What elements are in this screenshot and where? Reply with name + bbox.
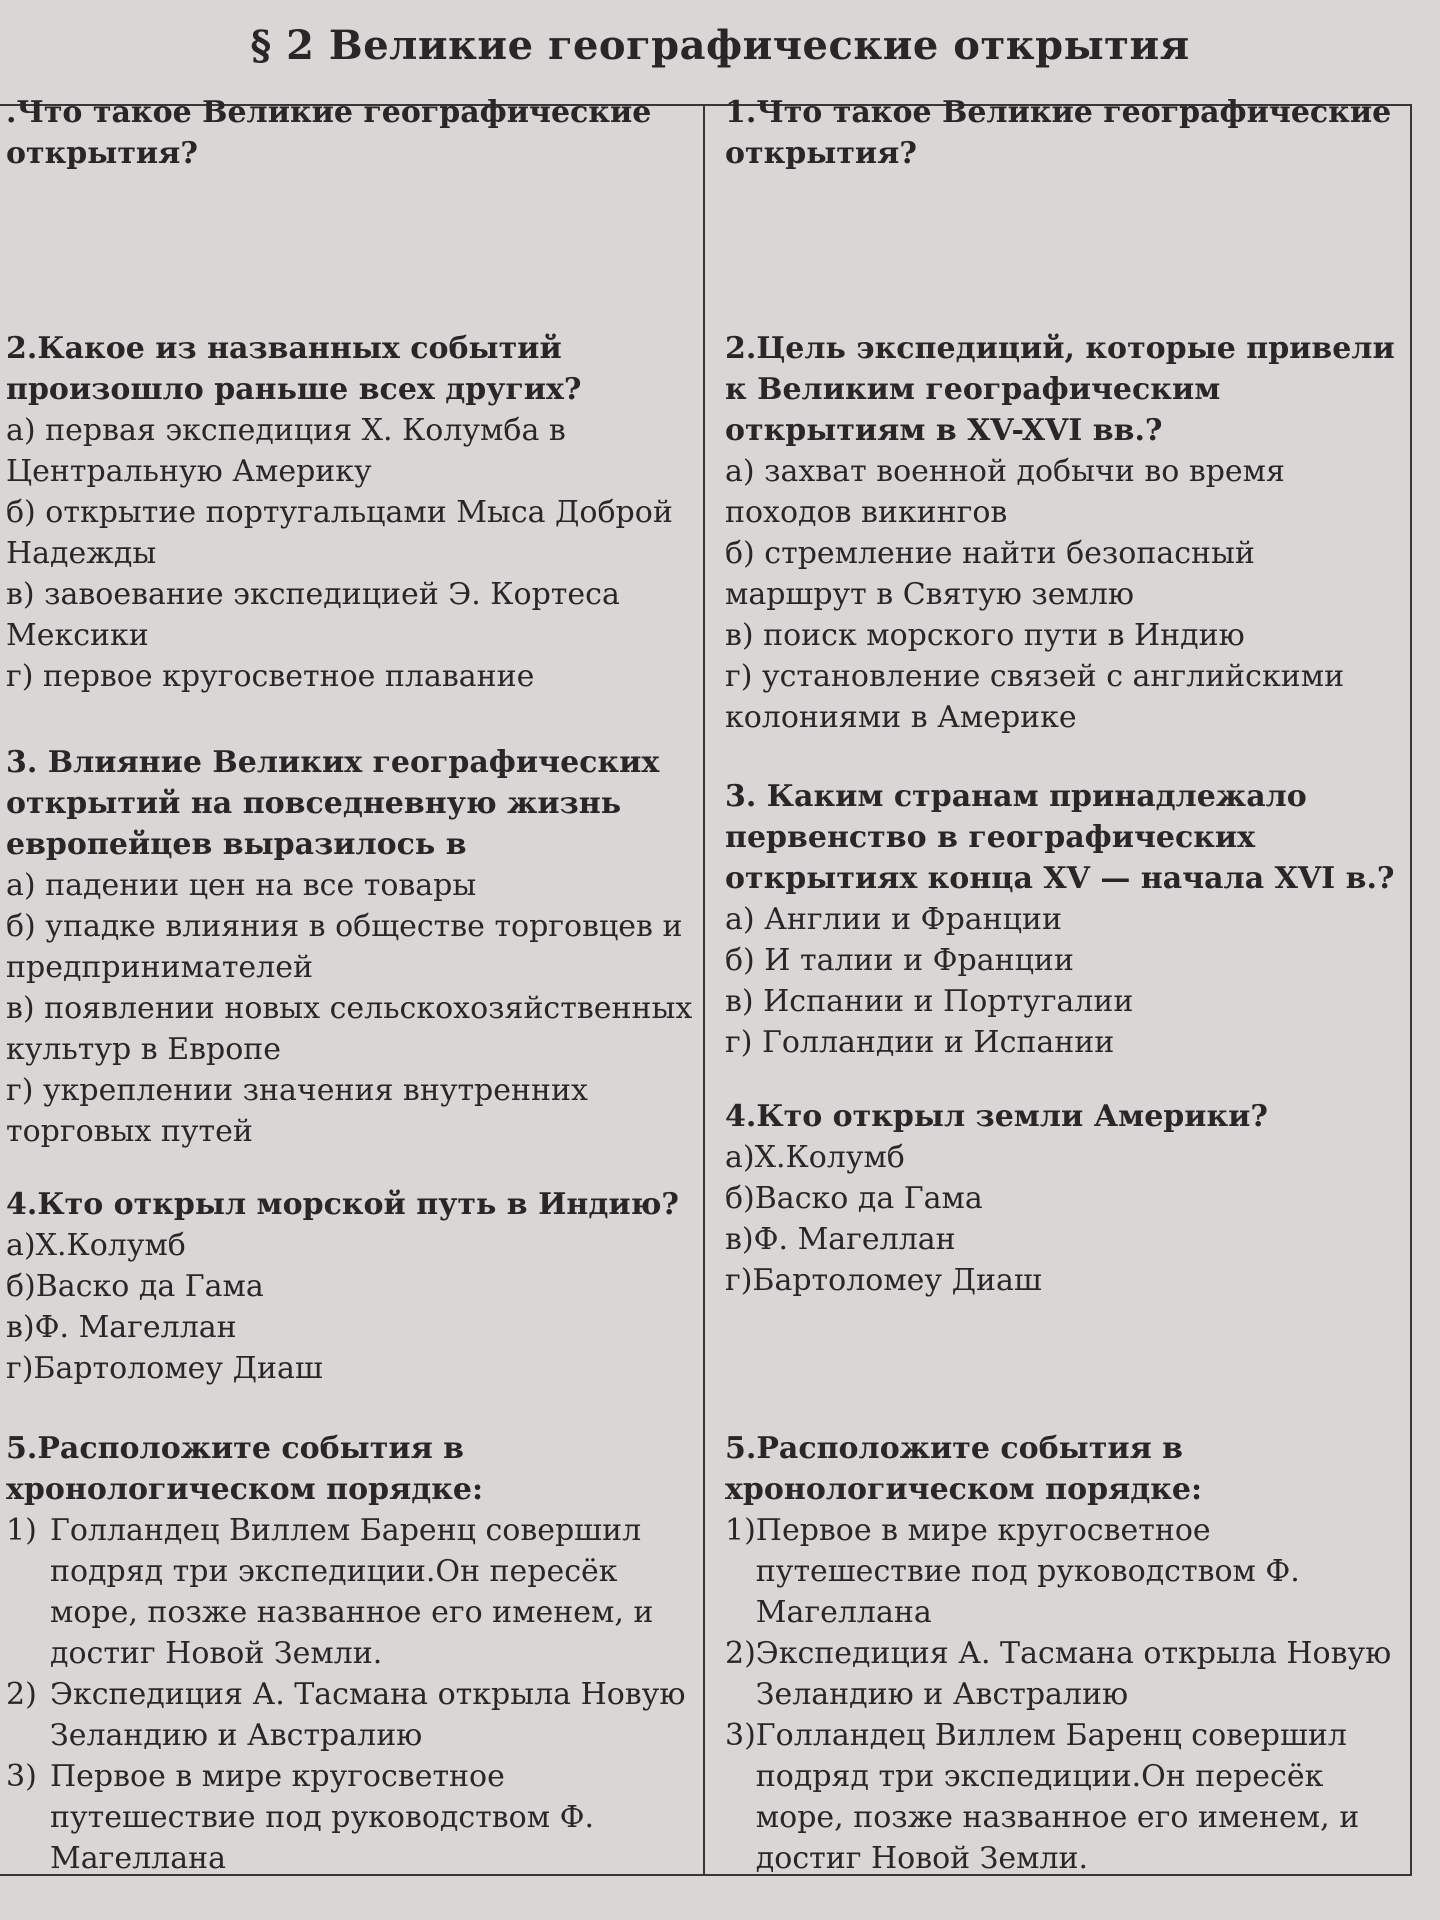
answer-option: в) Испании и Португалии <box>725 984 1134 1019</box>
chronology-item <box>6 1510 695 1674</box>
answer-option: а) Англии и Франции <box>725 902 1062 937</box>
question-text: 3. Влияние Великих географических открытий на повседневную жизнь европейцев выразилось в <box>6 745 660 862</box>
question-block <box>6 1184 695 1389</box>
answer-option: г) укреплении значения внутренних торговых путей <box>6 1073 588 1149</box>
question-block <box>725 1096 1402 1301</box>
answer-option: б)Васко да Гама <box>6 1269 264 1304</box>
answer-option: а) захват военной добычи во время походов викингов <box>725 454 1285 530</box>
question-block <box>6 742 695 1152</box>
question-block <box>725 92 1402 174</box>
chronology-item <box>6 1674 695 1756</box>
answer-option: а) падении цен на все товары <box>6 868 477 903</box>
item-text: Экспедиция А. Тасмана открыла Новую Зеландию и Австралию <box>50 1677 686 1753</box>
chronology-item <box>725 1715 1402 1879</box>
page-title: § 2 Великие географические открытия <box>250 22 1190 69</box>
answer-option: б) И талии и Франции <box>725 943 1074 978</box>
question-block <box>725 328 1402 738</box>
answer-option: г) первое кругосветное плавание <box>6 659 535 694</box>
variant-right-column <box>705 95 1410 1876</box>
answer-option: б) открытие португальцами Мыса Доброй Надежды <box>6 495 673 571</box>
question-text: 5.Расположите события в хронологическом порядке: <box>725 1431 1203 1507</box>
answer-option: б) стремление найти безопасный маршрут в Святую землю <box>725 536 1255 612</box>
answer-option: в)Ф. Магеллан <box>6 1310 237 1345</box>
answer-option: а)Х.Колумб <box>725 1140 905 1175</box>
chronology-item <box>6 1756 695 1879</box>
chronology-item <box>725 1510 1402 1633</box>
answer-option: б) упадке влияния в обществе торговцев и предпринимателей <box>6 909 683 985</box>
question-text: 4.Кто открыл земли Америки? <box>725 1099 1269 1134</box>
item-number: 2) <box>725 1636 756 1671</box>
item-text: Первое в мире кругосветное путешествие под руководством Ф. Магеллана <box>755 1513 1300 1630</box>
chronology-list <box>725 1510 1402 1879</box>
question-block <box>725 1428 1402 1879</box>
question-block <box>725 776 1402 1063</box>
answer-option: в) появлении новых сельскохозяйственных культур в Европе <box>6 991 693 1067</box>
variant-left-column <box>0 95 705 1876</box>
question-block <box>6 92 695 174</box>
item-number: 1) <box>6 1513 37 1548</box>
item-number: 1) <box>725 1513 756 1548</box>
answer-option: в)Ф. Магеллан <box>725 1222 956 1257</box>
item-text: Голландец Виллем Баренц совершил подряд три экспедиции.Он пересёк море, позже названное его именем, и достиг Новой Земли. <box>50 1513 654 1671</box>
chronology-item <box>725 1633 1402 1715</box>
item-text: Голландец Виллем Баренц совершил подряд три экспедиции.Он пересёк море, позже названное его именем, и достиг Новой Земли. <box>755 1718 1360 1876</box>
question-text: 2.Цель экспедиций, которые привели к Великим географическим открытиям в XV-XVI вв.? <box>725 331 1395 448</box>
answer-option: г)Бартоломеу Диаш <box>725 1263 1042 1298</box>
chronology-list <box>6 1510 695 1879</box>
question-text: 3. Каким странам принадлежало первенство в географических открытиях конца XV — начала XVI в.? <box>725 779 1395 896</box>
question-text: 4.Кто открыл морской путь в Индию? <box>6 1187 679 1222</box>
answer-option: б)Васко да Гама <box>725 1181 983 1216</box>
question-text: 2.Какое из названных событий произошло раньше всех других? <box>6 331 582 407</box>
worksheet-table <box>0 95 1412 1876</box>
answer-option: г) установление связей с английскими колониями в Америке <box>725 659 1345 735</box>
item-number: 2) <box>6 1677 37 1712</box>
question-text: 5.Расположите события в хронологическом порядке: <box>6 1431 484 1507</box>
answer-option: а) первая экспедиция Х. Колумба в Центральную Америку <box>6 413 566 489</box>
question-block <box>6 328 695 697</box>
answer-option: а)Х.Колумб <box>6 1228 186 1263</box>
item-number: 3) <box>6 1759 37 1794</box>
answer-option: в) поиск морского пути в Индию <box>725 618 1245 653</box>
item-text: Первое в мире кругосветное путешествие под руководством Ф. Магеллана <box>50 1759 595 1876</box>
question-text: 1.Что такое Великие географические открытия? <box>725 95 1392 171</box>
answer-option: в) завоевание экспедицией Э. Кортеса Мексики <box>6 577 620 653</box>
question-text: .Что такое Великие географические открытия? <box>6 95 652 171</box>
item-number: 3) <box>725 1718 756 1753</box>
answer-option: г) Голландии и Испании <box>725 1025 1115 1060</box>
answer-option: г)Бартоломеу Диаш <box>6 1351 323 1386</box>
item-text: Экспедиция А. Тасмана открыла Новую Зеландию и Австралию <box>755 1636 1392 1712</box>
question-block <box>6 1428 695 1879</box>
